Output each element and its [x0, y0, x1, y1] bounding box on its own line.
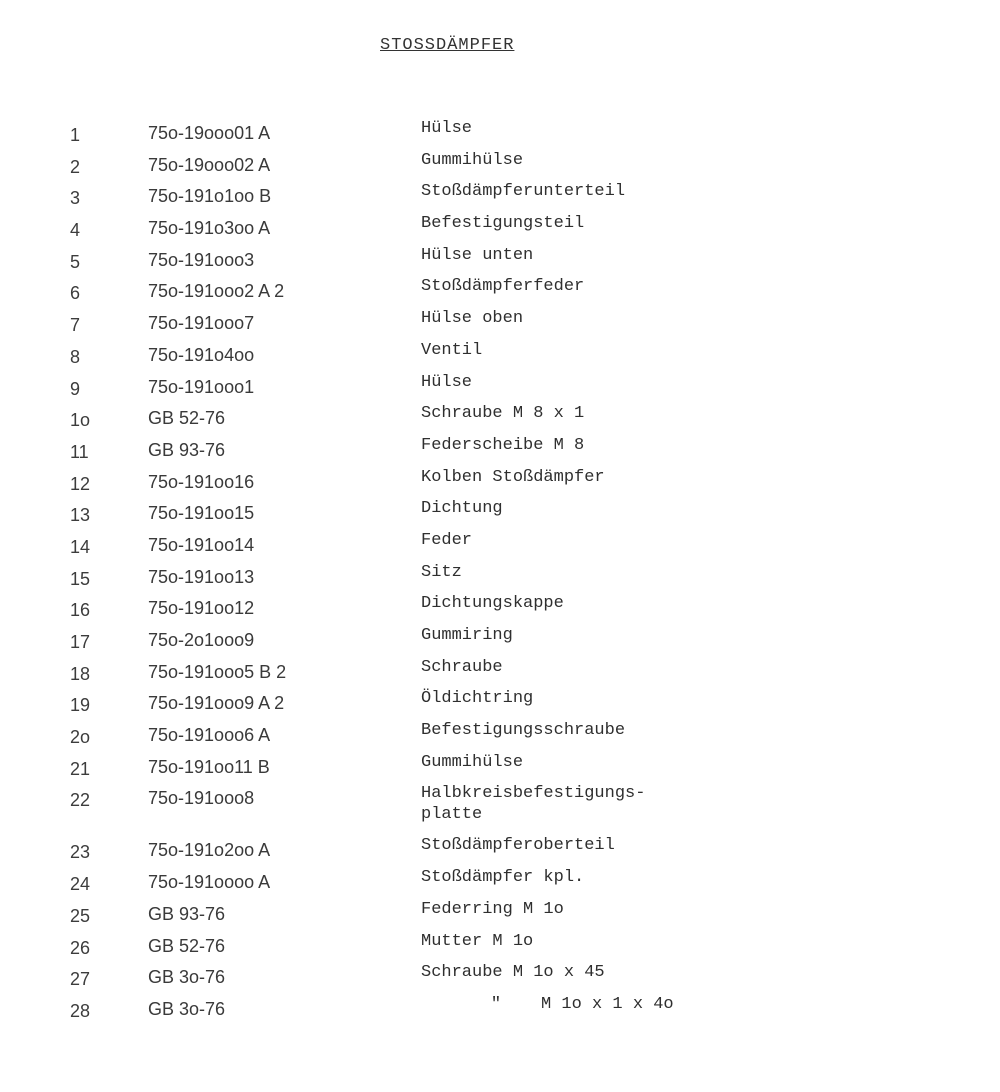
part-code: 75o-191o2oo A [148, 840, 271, 861]
part-position-number: 25 [70, 905, 91, 926]
part-position-number: 8 [70, 346, 81, 367]
parts-row [0, 899, 1000, 931]
part-code: 75o-2o1ooo9 [148, 630, 255, 650]
part-position-number: 27 [70, 969, 91, 990]
part-position-number: 24 [70, 874, 91, 895]
parts-row [0, 530, 1000, 562]
part-description: Befestigungsschraube [421, 721, 626, 741]
part-code: 75o-191ooo1 [148, 376, 255, 397]
part-position-number: 15 [70, 568, 91, 589]
part-code: 75o-191ooo8 [148, 788, 255, 809]
part-code: 75o-191oo12 [148, 598, 255, 619]
part-code: 75o-191o4oo [148, 344, 255, 365]
part-description: Gummihülse [421, 150, 524, 170]
part-code: GB 52-76 [148, 408, 226, 429]
parts-row [0, 752, 1000, 784]
part-code: 75o-191ooo7 [148, 313, 255, 334]
parts-row [0, 150, 1000, 182]
part-code: GB 93-76 [148, 439, 226, 460]
part-code: 75o-191oo16 [148, 471, 255, 492]
part-position-number: 1o [70, 410, 91, 431]
part-description: Feder [421, 530, 473, 550]
part-position-number: 26 [70, 937, 91, 958]
part-position-number: 7 [70, 315, 81, 336]
part-code: 75o-191o1oo B [148, 186, 272, 207]
part-code: GB 93-76 [148, 903, 226, 924]
parts-row [0, 783, 1000, 835]
part-description: Schraube [421, 657, 503, 677]
parts-row [0, 245, 1000, 277]
part-description: Dichtungskappe [421, 594, 564, 614]
part-code: GB 3o-76 [148, 998, 226, 1019]
parts-list [0, 118, 1000, 1026]
part-code: 75o-191ooo6 A [148, 725, 271, 746]
part-description: Ventil [421, 340, 483, 360]
part-position-number: 5 [70, 251, 81, 272]
part-code: 75o-191oo11 B [148, 756, 270, 777]
part-description: Hülse [421, 119, 473, 138]
part-position-number: 23 [70, 842, 91, 863]
parts-row [0, 372, 1000, 404]
part-description: Halbkreisbefestigungs- platte [421, 784, 646, 825]
part-position-number: 12 [70, 473, 91, 494]
part-position-number: 28 [70, 1000, 91, 1021]
parts-row [0, 994, 1000, 1026]
part-position-number: 11 [70, 441, 89, 462]
parts-row [0, 562, 1000, 594]
part-description: Hülse unten [421, 245, 534, 265]
part-code: 75o-191ooo2 A 2 [148, 281, 285, 302]
part-description: Sitz [421, 562, 462, 582]
part-description-spec: M 1o x 1 x 4o [541, 994, 674, 1014]
part-code: 75o-191oo14 [148, 534, 255, 555]
part-position-number: 2 [70, 156, 81, 177]
part-code: 75o-191ooo3 [148, 249, 255, 270]
parts-row [0, 403, 1000, 435]
part-code: 75o-191o3oo A [148, 218, 271, 239]
parts-row [0, 835, 1000, 867]
parts-row [0, 213, 1000, 245]
part-code: 75o-191oo15 [148, 503, 255, 524]
parts-row [0, 962, 1000, 994]
parts-row [0, 467, 1000, 499]
part-position-number: 1 [70, 125, 81, 145]
part-position-number: 21 [70, 758, 91, 779]
part-code: 75o-19ooo01 A [148, 123, 271, 143]
part-code: 75o-191ooo9 A 2 [148, 693, 285, 714]
parts-row [0, 931, 1000, 963]
part-description: Befestigungsteil [421, 214, 585, 234]
part-position-number: 14 [70, 536, 91, 557]
part-position-number: 18 [70, 663, 91, 684]
part-code: GB 3o-76 [148, 967, 226, 988]
parts-row [0, 720, 1000, 752]
part-code: 75o-191oooo A [148, 872, 271, 893]
part-code: GB 52-76 [148, 935, 226, 956]
part-description: Federring M 1o [421, 899, 564, 919]
part-position-number: 17 [70, 632, 91, 652]
part-position-number: 3 [70, 188, 81, 209]
part-description: Gummiring [421, 626, 513, 645]
parts-row [0, 688, 1000, 720]
part-description: Stoßdämpferunterteil [421, 182, 626, 202]
part-code: 75o-191oo13 [148, 566, 255, 587]
part-description: Öldichtring [421, 689, 534, 709]
part-description: Schraube M 8 x 1 [421, 404, 585, 424]
part-code: 75o-19ooo02 A [148, 154, 271, 175]
part-position-number: 9 [70, 378, 81, 399]
part-description: Mutter M 1o [421, 931, 534, 951]
part-code: 75o-191ooo5 B 2 [148, 661, 287, 682]
parts-row [0, 657, 1000, 689]
part-description: Dichtung [421, 499, 503, 519]
part-position-number: 22 [70, 790, 91, 811]
part-description: Hülse oben [421, 309, 524, 329]
parts-row [0, 593, 1000, 625]
part-position-number: 19 [70, 695, 91, 716]
part-description: Stoßdämpfer kpl. [421, 868, 585, 888]
parts-row [0, 867, 1000, 899]
parts-row [0, 498, 1000, 530]
parts-row [0, 118, 1000, 150]
parts-row [0, 276, 1000, 308]
part-description: Stoßdämpferoberteil [421, 836, 615, 856]
part-position-number: 13 [70, 505, 91, 526]
part-position-number: 6 [70, 283, 81, 304]
part-position-number: 16 [70, 600, 91, 621]
part-position-number: 4 [70, 220, 81, 241]
part-description: Kolben Stoßdämpfer [421, 467, 605, 487]
part-position-number: 2o [70, 727, 91, 748]
part-description: Schraube M 1o x 45 [421, 963, 605, 983]
parts-row [0, 435, 1000, 467]
ditto-mark: " [490, 994, 502, 1014]
parts-row [0, 181, 1000, 213]
part-description [421, 994, 741, 1015]
part-description: Stoßdämpferfeder [421, 277, 585, 297]
part-description: Gummihülse [421, 752, 524, 772]
part-description: Federscheibe M 8 [421, 435, 585, 455]
parts-row [0, 308, 1000, 340]
part-description: Hülse [421, 372, 473, 392]
page-title: STOSSDÄMPFER [380, 36, 515, 55]
parts-row [0, 625, 1000, 657]
parts-row [0, 340, 1000, 372]
